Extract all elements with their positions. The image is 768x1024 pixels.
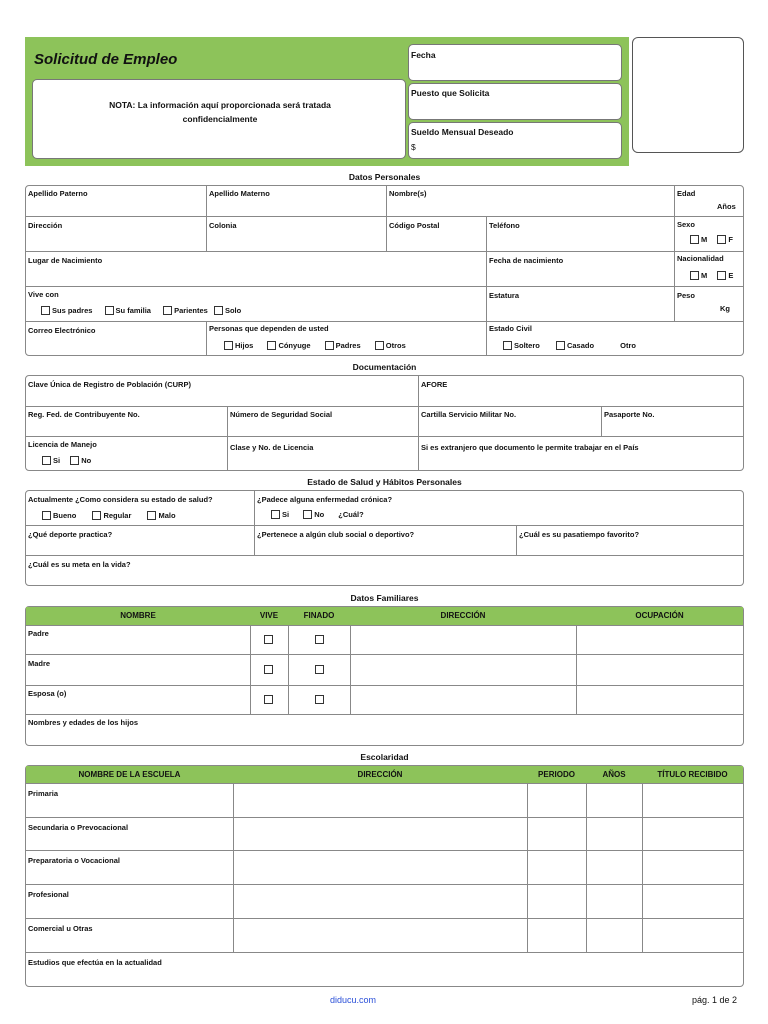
sexo-label: Sexo [677,220,695,229]
esc-row-secundaria: Secundaria o Prevocacional [28,823,129,832]
checkbox[interactable] [92,511,101,520]
cual-label: ¿Cuál? [338,510,364,519]
pasatiempo-label: ¿Cuál es su pasatiempo favorito? [519,530,640,539]
footer-site-link[interactable]: diducu.com [330,995,377,1005]
salud-option-label: Bueno [53,511,77,520]
divider [250,625,251,714]
esc-col-periodo: PERIODO [527,766,586,784]
madre-vive-checkbox[interactable] [264,665,273,674]
correo-label: Correo Electrónico [28,326,96,335]
divider [586,783,587,952]
currency-symbol: $ [411,142,416,152]
divider [25,884,744,885]
escolaridad-box [25,765,744,987]
vive-option-label: Parientes [174,306,208,315]
checkbox[interactable] [503,341,512,350]
fecha-label: Fecha [411,50,436,60]
familia-row-esposa: Esposa (o) [28,689,67,698]
lic-no-option[interactable] [70,456,91,465]
puesto-label: Puesto que Solicita [411,88,490,98]
vive-option-label: Sus padres [52,306,93,315]
vive-option-label: Su familia [115,306,151,315]
esposa-vive-checkbox[interactable] [264,695,273,704]
clase-licencia-label: Clase y No. de Licencia [230,443,314,452]
section-documentacion: Documentación [352,362,417,372]
nac-m-label: M [701,271,708,280]
apellido-paterno-label: Apellido Paterno [28,189,88,198]
sexo-f-label: F [728,235,733,244]
cronica-label: ¿Padece alguna enfermedad crónica? [257,495,393,504]
club-label: ¿Pertenece a algún club social o deportivo? [257,530,415,539]
estado-civil-label: Estado Civil [489,324,532,333]
divider [233,783,234,952]
cronica-options [271,510,364,519]
licencia-label: Licencia de Manejo [28,440,97,449]
salud-option[interactable] [92,511,131,520]
divider [25,216,744,217]
padre-vive-checkbox[interactable] [264,635,273,644]
padre-finado-checkbox[interactable] [315,635,324,644]
checkbox[interactable] [42,456,51,465]
divider [25,321,744,322]
checkbox[interactable] [105,306,114,315]
nacionalidad-options [690,271,733,280]
salud-option[interactable] [147,511,175,520]
divider [527,783,528,952]
civil-option[interactable] [503,341,540,350]
divider [25,654,744,655]
vive-option[interactable] [105,306,151,315]
nac-m-checkbox[interactable] [690,271,699,280]
nss-label: Número de Seguridad Social [230,410,333,419]
divider [288,625,289,714]
apellido-materno-label: Apellido Materno [209,189,270,198]
nombres-label: Nombre(s) [389,189,427,198]
dependen-options [224,341,416,350]
estatura-label: Estatura [489,291,520,300]
checkbox[interactable] [271,510,280,519]
dep-option-label: Otros [385,341,406,350]
personal-box [25,185,744,356]
familia-col-finado: FINADO [288,607,350,625]
checkbox[interactable] [267,341,276,350]
vive-option[interactable] [214,306,241,315]
divider [25,783,744,784]
divider [25,817,744,818]
lic-si-label: Si [53,456,61,465]
familia-row-madre: Madre [28,659,51,668]
sexo-f-checkbox[interactable] [717,235,726,244]
fecha-nacimiento-label: Fecha de nacimiento [489,256,564,265]
section-escolaridad: Escolaridad [360,752,409,762]
section-datos-personales: Datos Personales [348,172,421,182]
civil-option-label: Casado [566,341,595,350]
estado-salud-options [42,511,186,520]
checkbox[interactable] [224,341,233,350]
divider [25,436,744,437]
dep-option-label: Padres [335,341,361,350]
civil-option[interactable] [556,341,594,350]
sueldo-label: Sueldo Mensual Deseado [411,127,514,137]
footer-page-number: pág. 1 de 2 [692,995,738,1005]
nac-e-label: E [728,271,734,280]
photo-box [632,37,744,153]
cron-si-option[interactable] [271,510,289,519]
divider [25,685,744,686]
anos-label: Años [717,202,736,211]
peso-label: Peso [677,291,695,300]
divider [25,625,744,626]
checkbox[interactable] [325,341,334,350]
esc-col-titulo: TÍTULO RECIBIDO [642,766,743,784]
curp-label: Clave Única de Registro de Población (CURP) [28,380,191,389]
fecha-field[interactable] [408,44,622,81]
nacionalidad-label: Nacionalidad [677,254,724,263]
checkbox[interactable] [214,306,223,315]
dep-option-label: Hijos [235,341,254,350]
checkbox[interactable] [375,341,384,350]
vive-option[interactable] [163,306,208,315]
dep-option[interactable] [375,341,406,350]
checkbox[interactable] [147,511,156,520]
telefono-label: Teléfono [489,221,520,230]
form-title: Solicitud de Empleo [34,51,178,68]
cron-no-label: No [314,510,325,519]
divider [576,625,577,714]
esc-row-comercial: Comercial u Otras [28,924,93,933]
vive-con-label: Vive con [28,290,59,299]
dep-option[interactable] [267,341,310,350]
section-salud: Estado de Salud y Hábitos Personales [307,477,462,487]
esc-row-primaria: Primaria [28,789,59,798]
dep-option[interactable] [224,341,253,350]
licencia-options [42,456,101,465]
estado-civil-options [503,341,636,350]
checkbox[interactable] [163,306,172,315]
extranjero-label: Si es extranjero que documento le permite trabajar en el País [421,443,639,452]
meta-label: ¿Cuál es su meta en la vida? [28,560,131,569]
divider [25,525,744,526]
dependen-label: Personas que dependen de usted [209,324,329,333]
confidential-note: NOTA: La información aquí proporcionada será tratada confidencialmente [109,100,331,124]
esc-col-direccion: DIRECCIÓN [233,766,527,784]
divider [25,952,744,953]
sexo-m-checkbox[interactable] [690,235,699,244]
edad-label: Edad [677,189,696,198]
codigo-postal-label: Código Postal [389,221,440,230]
vive-option[interactable] [41,306,92,315]
nac-e-checkbox[interactable] [717,271,726,280]
divider [350,625,351,714]
esc-row-profesional: Profesional [28,890,69,899]
checkbox[interactable] [70,456,79,465]
dep-option[interactable] [325,341,361,350]
lic-no-label: No [81,456,92,465]
divider [642,783,643,952]
lugar-nacimiento-label: Lugar de Nacimiento [28,256,103,265]
checkbox[interactable] [42,511,51,520]
salud-option-label: Regular [103,511,132,520]
esposa-finado-checkbox[interactable] [315,695,324,704]
familia-col-nombre: NOMBRE [26,607,250,625]
lic-si-option[interactable] [42,456,60,465]
checkbox[interactable] [303,510,312,519]
salud-option[interactable] [42,511,76,520]
divider [25,555,744,556]
afore-label: AFORE [421,380,448,389]
divider [25,918,744,919]
cartilla-label: Cartilla Servicio Militar No. [421,410,517,419]
hijos-label: Nombres y edades de los hijos [28,718,139,727]
familia-col-vive: VIVE [250,607,288,625]
familia-col-direccion: DIRECCIÓN [350,607,576,625]
madre-finado-checkbox[interactable] [315,665,324,674]
cron-si-label: Si [282,510,290,519]
familia-col-ocupacion: OCUPACIÓN [576,607,743,625]
vive-con-options [41,306,251,315]
checkbox[interactable] [556,341,565,350]
esc-col-nombre: NOMBRE DE LA ESCUELA [26,766,233,784]
dep-option-label: Cónyuge [278,341,311,350]
sexo-m-label: M [701,235,708,244]
sexo-options [690,235,733,244]
esc-row-preparatoria: Preparatoria o Vocacional [28,856,120,865]
rfc-label: Reg. Fed. de Contribuyente No. [28,410,140,419]
estudios-actuales-label: Estudios que efectúa en la actualidad [28,958,162,967]
otro-label: Otro [620,341,636,350]
esc-col-anos: AÑOS [586,766,642,784]
estado-salud-label: Actualmente ¿Como considera su estado de salud? [28,495,213,504]
divider [25,251,744,252]
kg-label: Kg [720,304,730,313]
colonia-label: Colonia [209,221,237,230]
cron-no-option[interactable] [303,510,324,519]
civil-option-label: Soltero [514,341,540,350]
familia-row-padre: Padre [28,629,49,638]
pasaporte-label: Pasaporte No. [604,410,655,419]
deporte-label: ¿Qué deporte practica? [28,530,113,539]
salud-option-label: Malo [158,511,176,520]
vive-option-label: Solo [224,306,242,315]
direccion-label: Dirección [28,221,63,230]
checkbox[interactable] [41,306,50,315]
divider [25,850,744,851]
divider [25,286,744,287]
section-datos-familiares: Datos Familiares [350,593,419,603]
